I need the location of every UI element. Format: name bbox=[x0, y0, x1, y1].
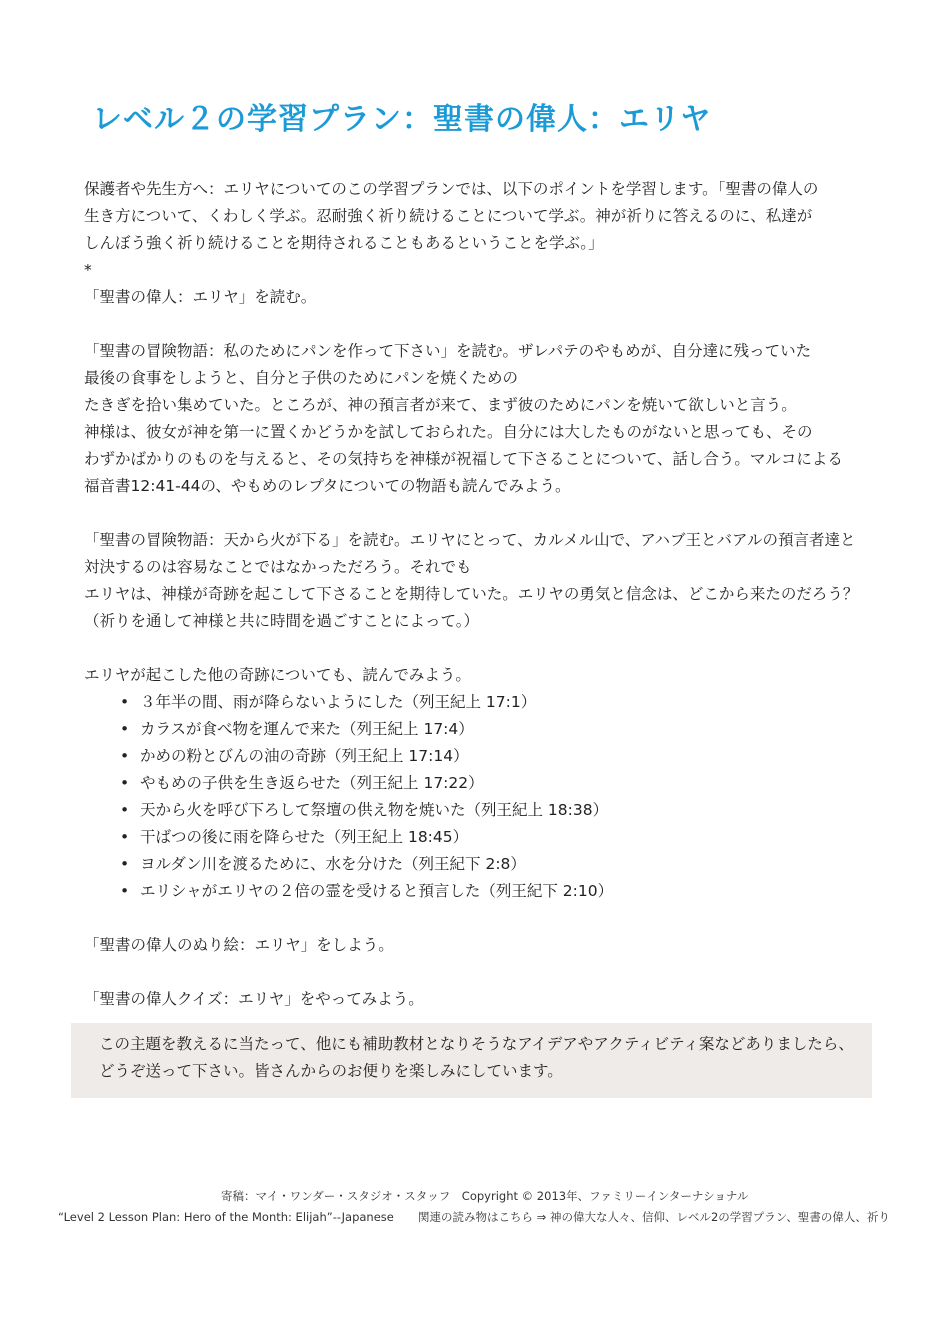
intro-line: 「聖書の偉人：エリヤ」を読む。 bbox=[84, 288, 317, 306]
footer-related-links[interactable]: 関連の読み物はこちら ⇒ 神の偉大な人々、信仰、レベル2の学習プラン、聖書の偉人、祈り bbox=[418, 1210, 890, 1224]
note-line: この主題を教えるに当たって、他にも補助教材となりそうなアイデアやアクティビティ案などありましたら、 bbox=[99, 1035, 854, 1053]
intro-line: しんぼう強く祈り続けることを期待されることもあるということを学ぶ。」 bbox=[84, 234, 604, 252]
list-item: • エリシャがエリヤの２倍の霊を受けると預言した（列王紀下 2:10） bbox=[120, 878, 874, 905]
bread-story-line: 「聖書の冒険物語：私のためにパンを作って下さい」を読む。ザレパテのやもめが、自分達に残っていた bbox=[84, 342, 812, 360]
bread-story-line: たきぎを拾い集めていた。ところが、神の預言者が来て、まず彼のためにパンを焼いて欲しいと言う。 bbox=[84, 396, 797, 414]
page-title: レベル２の学習プラン：聖書の偉人：エリヤ bbox=[92, 102, 712, 137]
footer-credit: 寄稿：マイ・ワンダー・スタジオ・スタッフ Copyright © 2013年、ファミリーインターナショナル bbox=[221, 1189, 749, 1203]
list-item: • 天から火を呼び下ろして祭壇の供え物を焼いた（列王紀上 18:38） bbox=[120, 797, 874, 824]
list-item: • カラスが食べ物を運んで来た（列王紀上 17:4） bbox=[120, 716, 874, 743]
quiz-activity: 「聖書の偉人クイズ：エリヤ」をやってみよう。 bbox=[84, 990, 424, 1008]
footer-english-title: “Level 2 Lesson Plan: Hero of the Month: Elijah”--Japanese bbox=[58, 1210, 394, 1224]
list-item: • かめの粉とびんの油の奇跡（列王紀上 17:14） bbox=[120, 743, 874, 770]
intro-line: 生き方について、くわしく学ぶ。忍耐強く祈り続けることについて学ぶ。神が祈りに答えるのに、私達が bbox=[84, 207, 813, 225]
intro-line: 保護者や先生方へ：エリヤについてのこの学習プランでは、以下のポイントを学習します。「聖書の偉人の bbox=[84, 180, 819, 198]
list-item: • やもめの子供を生き返らせた（列王紀上 17:22） bbox=[120, 770, 874, 797]
list-item: • ３年半の間、雨が降らないようにした（列王紀上 17:1） bbox=[120, 689, 874, 716]
asterisk-marker: * bbox=[84, 261, 92, 279]
list-item: • 干ばつの後に雨を降らせた（列王紀上 18:45） bbox=[120, 824, 874, 851]
note-line: どうぞ送って下さい。皆さんからのお便りを楽しみにしています。 bbox=[99, 1062, 563, 1080]
lesson-body bbox=[84, 176, 874, 1013]
fire-story-line: 「聖書の冒険物語：天から火が下る」を読む。エリヤにとって、カルメル山で、アハブ王とバアルの預言者達と bbox=[84, 531, 856, 549]
miracles-intro: エリヤが起こした他の奇跡についても、読んでみよう。 bbox=[84, 666, 471, 684]
bread-story-line: わずかばかりのものを与えると、その気持ちを神様が祝福して下さることについて、話し合う。マルコによる bbox=[84, 450, 843, 468]
list-item: • ヨルダン川を渡るために、水を分けた（列王紀下 2:8） bbox=[120, 851, 874, 878]
fire-story-line: エリヤは、神様が奇跡を起こして下さることを期待していた。エリヤの勇気と信念は、どこから来たのだろう？ bbox=[84, 585, 859, 603]
bread-story-line: 最後の食事をしようと、自分と子供のためにパンを焼くための bbox=[84, 369, 519, 387]
fire-story-line: 対決するのは容易なことではなかっただろう。それでも bbox=[84, 558, 472, 576]
bread-story-line: 神様は、彼女が神を第一に置くかどうかを試しておられた。自分には大したものがないと思っても、その bbox=[84, 423, 813, 441]
feedback-note-box bbox=[71, 1023, 872, 1098]
fire-story-line: （祈りを通して神様と共に時間を過ごすことによって。） bbox=[84, 612, 479, 630]
coloring-activity: 「聖書の偉人のぬり絵：エリヤ」をしよう。 bbox=[84, 936, 394, 954]
miracles-list bbox=[84, 689, 874, 905]
bread-story-line: 福音書12:41-44の、やもめのレプタについての物語も読んでみよう。 bbox=[84, 477, 571, 495]
